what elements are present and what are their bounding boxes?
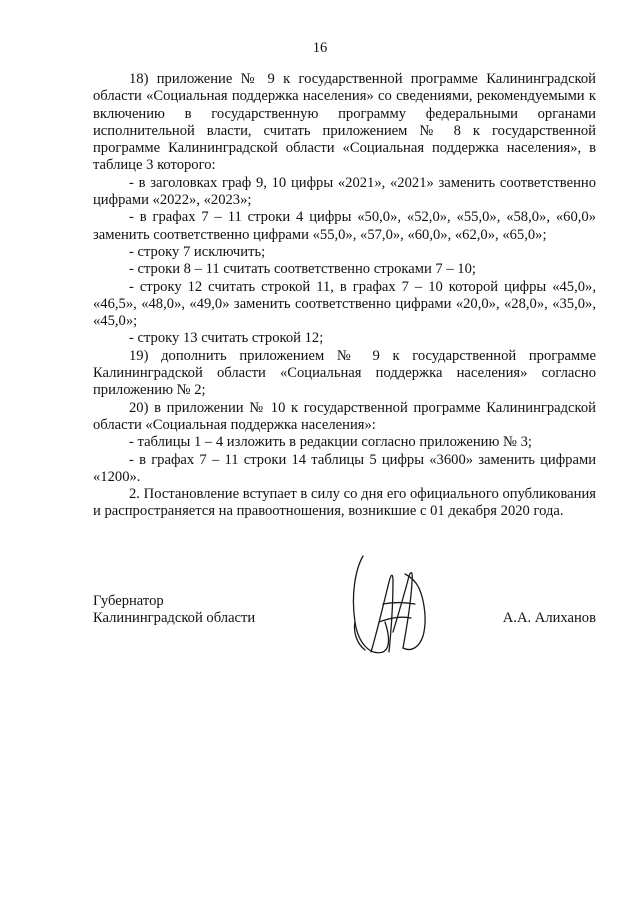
- paragraph-subitem: - строку 7 исключить;: [129, 243, 266, 260]
- signatory-name: А.А. Алиханов: [502, 610, 596, 626]
- paragraph-subitem: - в графах 7 – 11 строки 14 таблицы 5 цифры «3600» заменить цифрами «1200».: [93, 451, 596, 485]
- document-body: [93, 71, 596, 521]
- signatory-title-line2: Калининградской области: [93, 610, 256, 627]
- signatory-title-line1: Губернатор: [93, 593, 164, 609]
- signatory-title: [93, 593, 255, 628]
- signature-block: [93, 593, 596, 683]
- paragraph-subitem: - в графах 7 – 11 строки 4 цифры «50,0», «52,0», «55,0», «58,0», «60,0» заменить соответственно цифрами «55,0», «57,0», «60,0», «62,0», «65,0»;: [93, 209, 596, 243]
- paragraph-item-18: 18) приложение № 9 к государственной программе Калининградской области «Социальная поддержка населения» со сведениями, рекомендуемыми к включению в государственную программу федеральными органами исполнительной власти, считать приложением № 8 к государственной программе Калининградской области «Социальная поддержка населения», в таблице 3 которого:: [93, 71, 596, 174]
- handwritten-signature-icon: [349, 552, 429, 664]
- paragraph-subitem: - таблицы 1 – 4 изложить в редакции согласно приложению № 3;: [129, 434, 532, 451]
- paragraph-subitem: - строки 8 – 11 считать соответственно строками 7 – 10;: [129, 261, 476, 278]
- paragraph-item-20: 20) в приложении № 10 к государственной программе Калининградской области «Социальная поддержка населения»:: [93, 399, 596, 433]
- paragraph-subitem: - в заголовках граф 9, 10 цифры «2021», «2021» заменить соответственно цифрами «2022», «2023»;: [93, 174, 596, 209]
- paragraph-subitem: - строку 13 считать строкой 12;: [129, 330, 324, 347]
- paragraph-section-2: 2. Постановление вступает в силу со дня его официального опубликования и распространяется на правоотношения, возникшие с 01 декабря 2020 года.: [93, 486, 596, 520]
- page-number: 16: [312, 40, 328, 56]
- paragraph-subitem: - строку 12 считать строкой 11, в графах 7 – 10 которой цифры «45,0», «46,5», «48,0», «49,0» заменить соответственно цифрами «20,0», «28,0», «35,0», «45,0»;: [93, 278, 596, 330]
- paragraph-item-19: 19) дополнить приложением № 9 к государственной программе Калининградской области «Социальная поддержка населения» согласно приложению № 2;: [93, 347, 596, 399]
